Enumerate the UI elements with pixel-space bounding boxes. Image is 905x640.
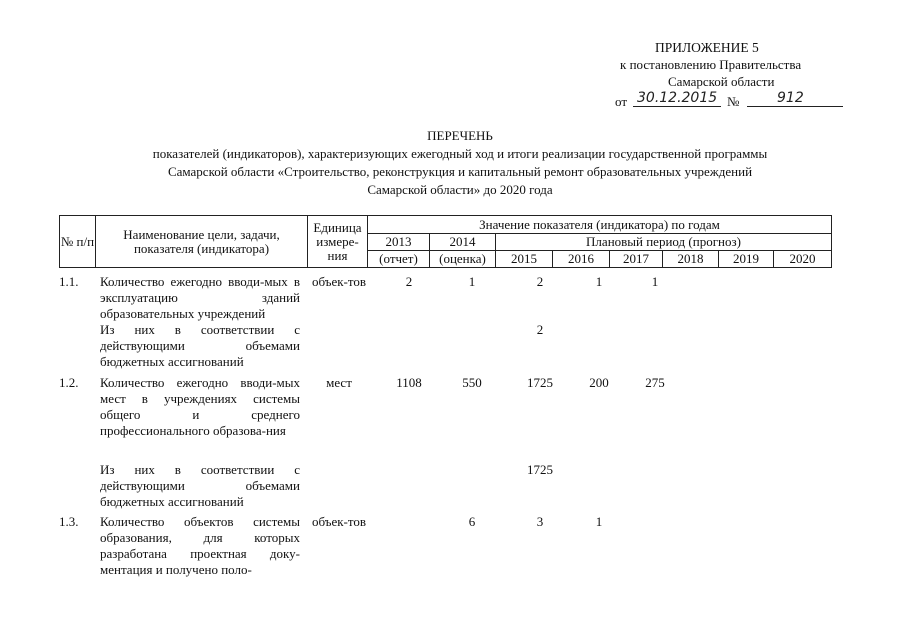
header-2014-note: (оценка) <box>430 251 496 268</box>
header-2016: 2016 <box>553 251 610 268</box>
row-number: 1.1. <box>59 274 79 289</box>
number-label: № <box>727 94 740 109</box>
value-2017: 1 <box>651 274 659 289</box>
from-label: от <box>615 94 628 109</box>
indicators-table-header <box>59 215 832 268</box>
header-name: Наименование цели, задачи, показателя (индикатора) <box>96 216 308 268</box>
value-2015: 1725 <box>527 462 553 477</box>
appendix-title: ПРИЛОЖЕНИЕ 5 <box>655 40 759 55</box>
header-2019: 2019 <box>719 251 774 268</box>
row-name: Количество ежегодно вводи-мых в эксплуатацию зданий образовательных учреждений <box>100 274 300 321</box>
row-name: Из них в соответствии с действующими объемами бюджетных ассигнований <box>100 322 300 369</box>
value-2015: 1725 <box>527 375 553 390</box>
value-2014: 550 <box>462 375 482 390</box>
doc-title: ПЕРЕЧЕНЬ <box>427 128 493 143</box>
row-name: Количество ежегодно вводи-мых мест в учреждениях системы общего и среднего профессионального образова-ния <box>100 375 300 438</box>
row-name: Из них в соответствии с действующими объемами бюджетных ассигнований <box>100 462 300 509</box>
value-2017: 275 <box>645 375 665 390</box>
appendix-line-region: Самарской области <box>668 74 775 89</box>
header-unit: Единица измере-ния <box>308 216 368 268</box>
header-2014: 2014 <box>430 234 496 251</box>
header-2020: 2020 <box>774 251 832 268</box>
value-2015: 3 <box>536 514 544 529</box>
handwritten-date: 30.12.2015 <box>637 90 718 106</box>
value-2016: 1 <box>595 514 603 529</box>
value-2014: 6 <box>468 514 476 529</box>
value-2015: 2 <box>536 274 544 289</box>
doc-subtitle-line-1: показателей (индикаторов), характеризующих ежегодный ход и итоги реализации государственной программы <box>152 146 768 161</box>
row-unit: объек-тов <box>311 514 367 529</box>
value-2014: 1 <box>468 274 476 289</box>
appendix-date-line <box>615 92 845 110</box>
row-unit: объек-тов <box>311 274 367 289</box>
header-values: Значение показателя (индикатора) по годам <box>368 216 832 234</box>
header-num: № п/п <box>60 216 96 268</box>
value-2016: 200 <box>589 375 609 390</box>
row-name: Количество объектов системы образования, для которых разработана проектная доку-ментация и получено поло- <box>100 514 300 577</box>
header-2018: 2018 <box>663 251 719 268</box>
row-number: 1.2. <box>59 375 79 390</box>
header-plan: Плановый период (прогноз) <box>496 234 832 251</box>
value-2016: 1 <box>595 274 603 289</box>
value-2015: 2 <box>536 322 544 337</box>
value-2013: 1108 <box>396 375 422 390</box>
appendix-line-resolution: к постановлению Правительства <box>620 57 802 72</box>
row-number: 1.3. <box>59 514 79 529</box>
doc-subtitle-line-2: Самарской области «Строительство, реконструкция и капитальный ремонт образовательных учреждений <box>167 164 753 179</box>
handwritten-number: 912 <box>777 90 804 106</box>
doc-subtitle-line-3: Самарской области» до 2020 года <box>367 182 553 197</box>
row-unit: мест <box>326 375 352 390</box>
header-2013-note: (отчет) <box>368 251 430 268</box>
header-2015: 2015 <box>496 251 553 268</box>
header-2017: 2017 <box>610 251 663 268</box>
header-2013: 2013 <box>368 234 430 251</box>
value-2013: 2 <box>405 274 413 289</box>
